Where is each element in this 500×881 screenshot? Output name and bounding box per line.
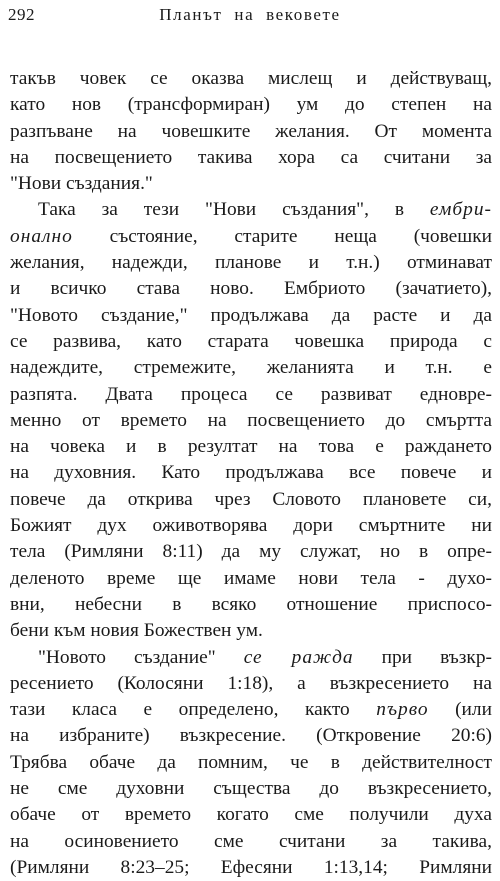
- text-line: надеждите, стремежите, желанията и т.н. е: [10, 357, 492, 379]
- text-line: обаче от времето когато сме получили духа: [10, 804, 492, 826]
- text-line: бени към новия Божествен ум.: [10, 620, 263, 642]
- text-line: повече да открива чрез Словото плановете си,: [10, 488, 492, 510]
- text-line: "Новото създание," продължава да расте и да: [10, 304, 492, 326]
- text-line: разпъване на човешките желания. От момента: [10, 120, 492, 142]
- text-run: (или: [428, 699, 492, 721]
- body-text: [10, 66, 492, 881]
- text-line: [10, 224, 492, 250]
- text-line: (Римляни 8:23–25; Ефесяни 1:13,14; Римляни: [10, 856, 492, 878]
- text-line: на посвещението такива хора са считани за: [10, 146, 492, 168]
- text-line: на човека и в резултат на това е раждането: [10, 436, 492, 458]
- text-line: тела (Римляни 8:11) да му служат, но в опре-: [10, 541, 492, 563]
- text-line: като нов (трансформиран) ум до степен на: [10, 94, 492, 116]
- text-line: менно от времето на посвещението до смъртта: [10, 409, 492, 431]
- emphasized-text: се ражда: [243, 646, 354, 668]
- emphasized-text: първо: [376, 699, 429, 721]
- text-line: ресението (Колосяни 1:18), а възкресението на: [10, 672, 492, 694]
- page-number: 292: [8, 5, 35, 24]
- text-run: тази класа е определено, както: [10, 699, 377, 721]
- text-line: се развива, като старата човешка природа с: [10, 330, 492, 352]
- text-line: "Нови създания.": [10, 173, 153, 195]
- text-line: Божият дух оживотворява дори смъртните ни: [10, 515, 492, 537]
- text-line: на избраните) възкресение. (Откровение 20:6): [10, 725, 492, 747]
- emphasized-text: ембри-: [429, 199, 492, 221]
- text-line: [10, 697, 492, 723]
- text-line: [10, 197, 492, 223]
- text-line: деленото време ще имаме нови тела - духо-: [10, 567, 492, 589]
- text-line: на духовния. Като продължава все повече и: [10, 462, 492, 484]
- text-line: такъв човек се оказва мислещ и действуващ,: [10, 68, 492, 89]
- text-line: Трябва обаче да помним, че в действителност: [10, 751, 492, 773]
- text-line: желания, надежди, планове и т.н.) отминават: [10, 252, 492, 274]
- text-line: [10, 645, 492, 671]
- text-line: на осиновението сме считани за такива,: [10, 830, 492, 852]
- text-line: вни, небесни в всяко отношение приспосо-: [10, 593, 492, 615]
- emphasized-text: онално: [10, 225, 73, 247]
- text-line: и всичко става ново. Ембриото (зачатието),: [10, 278, 492, 300]
- text-line: не сме духовни същества до възкресението,: [10, 778, 492, 800]
- running-title: Планът на вековете: [159, 5, 341, 24]
- text-run: при възкр-: [353, 646, 492, 668]
- text-line: разпята. Двата процеса се развиват едновре-: [10, 383, 492, 405]
- text-run: състояние, старите неща (човешки: [72, 225, 492, 247]
- text-run: Така за тези "Нови създания", в: [38, 199, 430, 221]
- page-header: [0, 0, 500, 40]
- text-run: "Новото създание": [38, 646, 244, 668]
